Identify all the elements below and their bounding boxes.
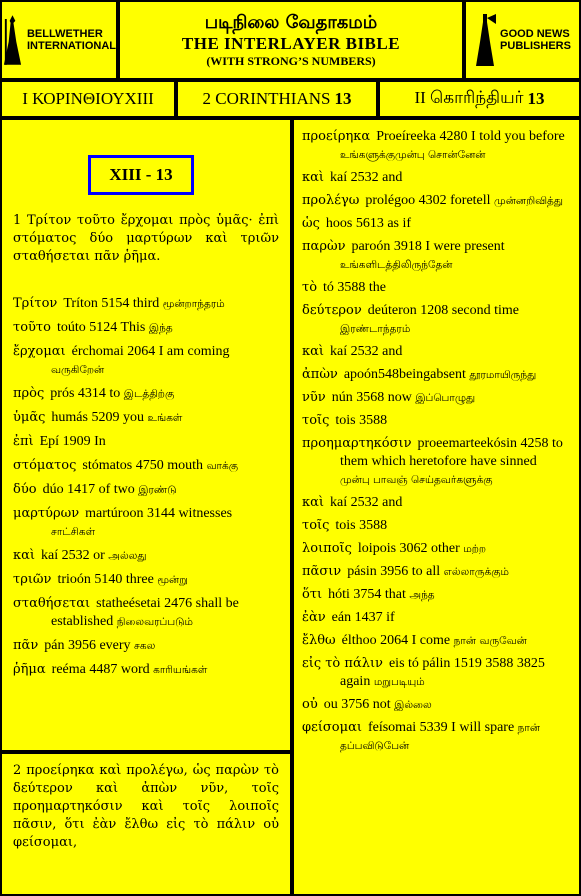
word-entry <box>302 412 568 430</box>
word-entry <box>13 319 279 337</box>
title-block <box>118 0 464 80</box>
translation: élthoo 2064 I come <box>341 633 451 648</box>
left-word-list <box>13 295 279 685</box>
tamil-word: மற்ற <box>463 543 487 555</box>
word-entry <box>13 343 279 379</box>
word-entry <box>302 302 568 338</box>
word-entry <box>302 215 568 233</box>
greek-word: στόματος <box>13 458 77 473</box>
logo-line1: GOOD NEWS <box>500 28 570 40</box>
translation: dúo 1417 of two <box>42 482 135 497</box>
greek-word: τοῦτο <box>13 320 51 335</box>
greek-word: φείσομαι <box>302 720 362 735</box>
translation: loipois 3062 other <box>357 541 460 556</box>
translation: Proeíreeka 4280 I told you before <box>376 129 565 144</box>
right-word-list <box>302 128 568 760</box>
tamil-word: இப்பொழுது <box>415 392 476 404</box>
translation: Epí 1909 In <box>39 434 106 449</box>
greek-word: μαρτύρων <box>13 506 80 521</box>
greek-word: τοῖς <box>302 518 330 533</box>
tamil-word: மறுபடியும் <box>373 676 425 688</box>
greek-word: ἔρχομαι <box>13 344 66 359</box>
translation: proeemarteekósin 4258 to them which heretofore have sinned <box>340 436 563 469</box>
greek-word: καὶ <box>302 495 325 510</box>
translation: nún 3568 now <box>331 390 412 405</box>
greek-word: παρὼν <box>302 239 346 254</box>
translation: hóti 3754 that <box>328 587 406 602</box>
tamil-word: தூரமாயிருந்து <box>469 369 537 381</box>
tamil-word: நான் வருவேன் <box>453 635 527 647</box>
ref-greek <box>0 80 176 118</box>
word-entry <box>302 609 568 627</box>
greek-word: ἐὰν <box>302 610 326 625</box>
word-entry <box>13 433 279 451</box>
translation: toúto 5124 This <box>56 320 146 335</box>
translation: tois 3588 <box>335 413 388 428</box>
word-entry <box>302 128 568 164</box>
word-entry <box>302 540 568 558</box>
tamil-word: வாக்கு <box>206 460 239 472</box>
translation: kaí 2532 and <box>330 344 403 359</box>
word-entry <box>302 655 568 691</box>
greek-word: νῦν <box>302 390 326 405</box>
tamil-word: இல்லை <box>394 699 432 711</box>
word-entry <box>13 595 279 631</box>
greek-word: πᾶν <box>13 638 39 653</box>
tamil-word: முன்னறிவித்து <box>494 195 563 207</box>
greek-word: προλέγω <box>302 193 360 208</box>
shepherd-figure-icon <box>2 12 23 68</box>
greek-word: ἔλθω <box>302 633 336 648</box>
word-entry <box>302 696 568 714</box>
translation: trioón 5140 three <box>57 572 154 587</box>
ref-english-book: 2 CORINTHIANS <box>202 89 331 108</box>
ref-english <box>176 80 378 118</box>
ref-tamil-num: 13 <box>527 89 545 108</box>
word-entry <box>302 586 568 604</box>
translation: martúroon 3144 witnesses <box>85 506 233 521</box>
tamil-word: மூன்றாந்தரம் <box>162 298 225 310</box>
bellwether-logo <box>0 0 118 80</box>
translation: érchomai 2064 I am coming <box>71 344 230 359</box>
word-entry <box>13 385 279 403</box>
word-entry <box>302 343 568 361</box>
greek-word: πᾶσιν <box>302 564 342 579</box>
ref-greek-book: Ι ΚΟΡΙΝΘΙΟΥ <box>22 89 125 108</box>
tamil-word: நிலைவரப்படும் <box>116 616 193 628</box>
translation: deúteron 1208 second time <box>367 303 520 318</box>
ref-tamil <box>378 80 581 118</box>
verse-1-greek: 1 Τρίτον τοῦτο ἔρχομαι πρὸς ὑμᾶς· ἐπὶ στόματος δύο μαρτύρων καὶ τριῶν σταθήσεται πᾶν ῥῆμα. <box>13 213 279 264</box>
tamil-word: வருகிறேன் <box>51 364 105 376</box>
translation: eán 1437 if <box>331 610 395 625</box>
translation: Tríton 5154 third <box>63 296 160 311</box>
translation: stómatos 4750 mouth <box>82 458 203 473</box>
greek-word: σταθήσεται <box>13 596 91 611</box>
tamil-word: இரண்டு <box>138 484 177 496</box>
word-entry <box>13 661 279 679</box>
tamil-word: மூன்று <box>157 574 188 586</box>
greek-word: προημαρτηκόσιν <box>302 436 412 451</box>
greek-word: δεύτερον <box>302 303 362 318</box>
greek-word: ἀπὼν <box>302 367 338 382</box>
tamil-word: சகல <box>134 640 156 652</box>
word-entry <box>302 517 568 535</box>
word-entry <box>302 169 568 187</box>
word-entry <box>302 192 568 210</box>
tamil-word: இரண்டாந்தரம் <box>340 323 411 335</box>
tamil-word: அந்த <box>409 589 435 601</box>
greek-word: τριῶν <box>13 572 52 587</box>
translation: kaí 2532 and <box>330 170 403 185</box>
translation: ou 3756 not <box>323 697 391 712</box>
verse-2-greek: 2 προείρηκα καὶ προλέγω, ὡς παρὼν τὸ δεύτερον καὶ ἀπὼν νῦν, τοῖς προημαρτηκόσιν καὶ τοῖς λοιποῖς πᾶσιν, ὅτι ἐὰν ἔλθω εἰς τὸ πάλιν οὐ φείσομαι, <box>13 763 279 850</box>
translation: humás 5209 you <box>51 410 144 425</box>
word-entry <box>13 547 279 565</box>
title-subtitle: (WITH STRONG’S NUMBERS) <box>206 54 376 68</box>
word-entry <box>302 366 568 384</box>
greek-word: εἰς τὸ πάλιν <box>302 656 383 671</box>
word-entry <box>13 637 279 655</box>
greek-word: καὶ <box>302 170 325 185</box>
word-entry <box>13 481 279 499</box>
greek-word: τὸ <box>302 280 318 295</box>
chapter-label: XIII - 13 <box>88 155 194 195</box>
word-entry <box>302 719 568 755</box>
title-tamil: படிநிலை வேதாகமம் <box>204 12 378 33</box>
greek-word: λοιποῖς <box>302 541 352 556</box>
tamil-word: எல்லாருக்கும் <box>443 566 509 578</box>
tamil-word: காரியங்கள் <box>153 664 208 676</box>
word-entry <box>302 632 568 650</box>
translation: prós 4314 to <box>50 386 121 401</box>
greek-word: προείρηκα <box>302 129 371 144</box>
tamil-word: அல்லது <box>108 550 147 562</box>
tamil-word: இடத்திற்கு <box>123 388 175 400</box>
translation: statheésetai 2476 shall be established <box>51 596 239 629</box>
word-entry <box>13 457 279 475</box>
word-entry <box>302 389 568 407</box>
ref-tamil-book: II கொரிந்தியர் <box>414 88 524 107</box>
greek-word: ἐπὶ <box>13 434 34 449</box>
good-news-logo <box>464 0 581 80</box>
translation: eis tó pálin 1519 3588 3825 again <box>340 656 545 689</box>
tamil-word: இந்த <box>148 322 173 334</box>
tamil-word: உங்களிடத்திலிருந்தேன் <box>340 259 453 271</box>
greek-word: καὶ <box>302 344 325 359</box>
word-entry <box>302 435 568 489</box>
word-entry <box>13 409 279 427</box>
logo-line2: PUBLISHERS <box>500 40 571 52</box>
word-entry <box>302 279 568 297</box>
tamil-word: சாட்சிகள் <box>51 526 96 538</box>
word-entry <box>302 238 568 274</box>
tamil-word: உங்களுக்குமுன்பு சொன்னேன் <box>340 149 486 161</box>
ref-english-num: 13 <box>334 89 352 108</box>
greek-word: ῥῆμα <box>13 662 46 677</box>
translation: hoos 5613 as if <box>325 216 412 231</box>
greek-word: δύο <box>13 482 37 497</box>
word-entry <box>13 571 279 589</box>
translation: feísomai 5339 I will spare <box>367 720 515 735</box>
translation: kaí 2532 or <box>41 548 105 563</box>
title-english: THE INTERLAYER BIBLE <box>181 34 401 53</box>
translation: pán 3956 every <box>44 638 131 653</box>
word-entry <box>302 494 568 512</box>
greek-word: ὡς <box>302 216 320 231</box>
translation: paroón 3918 I were present <box>351 239 505 254</box>
logo-line2: INTERNATIONAL <box>26 40 116 52</box>
greek-word: καὶ <box>13 548 36 563</box>
translation: kaí 2532 and <box>330 495 403 510</box>
greek-word: ὅτι <box>302 587 323 602</box>
greek-word: τοῖς <box>302 413 330 428</box>
ref-greek-num: XIII <box>124 89 154 108</box>
greek-word: οὐ <box>302 697 318 712</box>
trumpet-figure-icon <box>474 12 496 68</box>
greek-word: πρὸς <box>13 386 45 401</box>
logo-line1: BELLWETHER <box>26 28 103 40</box>
word-entry <box>13 505 279 541</box>
translation: reéma 4487 word <box>51 662 150 677</box>
tamil-word: நான் தப்பவிடுபேன் <box>340 722 541 752</box>
translation: tó 3588 the <box>323 280 387 295</box>
tamil-word: முன்பு பாவஞ் செய்தவர்களுக்கு <box>340 474 493 486</box>
translation: tois 3588 <box>335 518 388 533</box>
tamil-word: உங்கள் <box>147 412 183 424</box>
translation: apoón548beingabsent <box>343 367 466 382</box>
word-entry <box>302 563 568 581</box>
translation: prolégoo 4302 foretell <box>365 193 491 208</box>
greek-word: Τρίτον <box>13 296 58 311</box>
word-entry <box>13 295 279 313</box>
translation: pásin 3956 to all <box>347 564 441 579</box>
greek-word: ὑμᾶς <box>13 410 46 425</box>
